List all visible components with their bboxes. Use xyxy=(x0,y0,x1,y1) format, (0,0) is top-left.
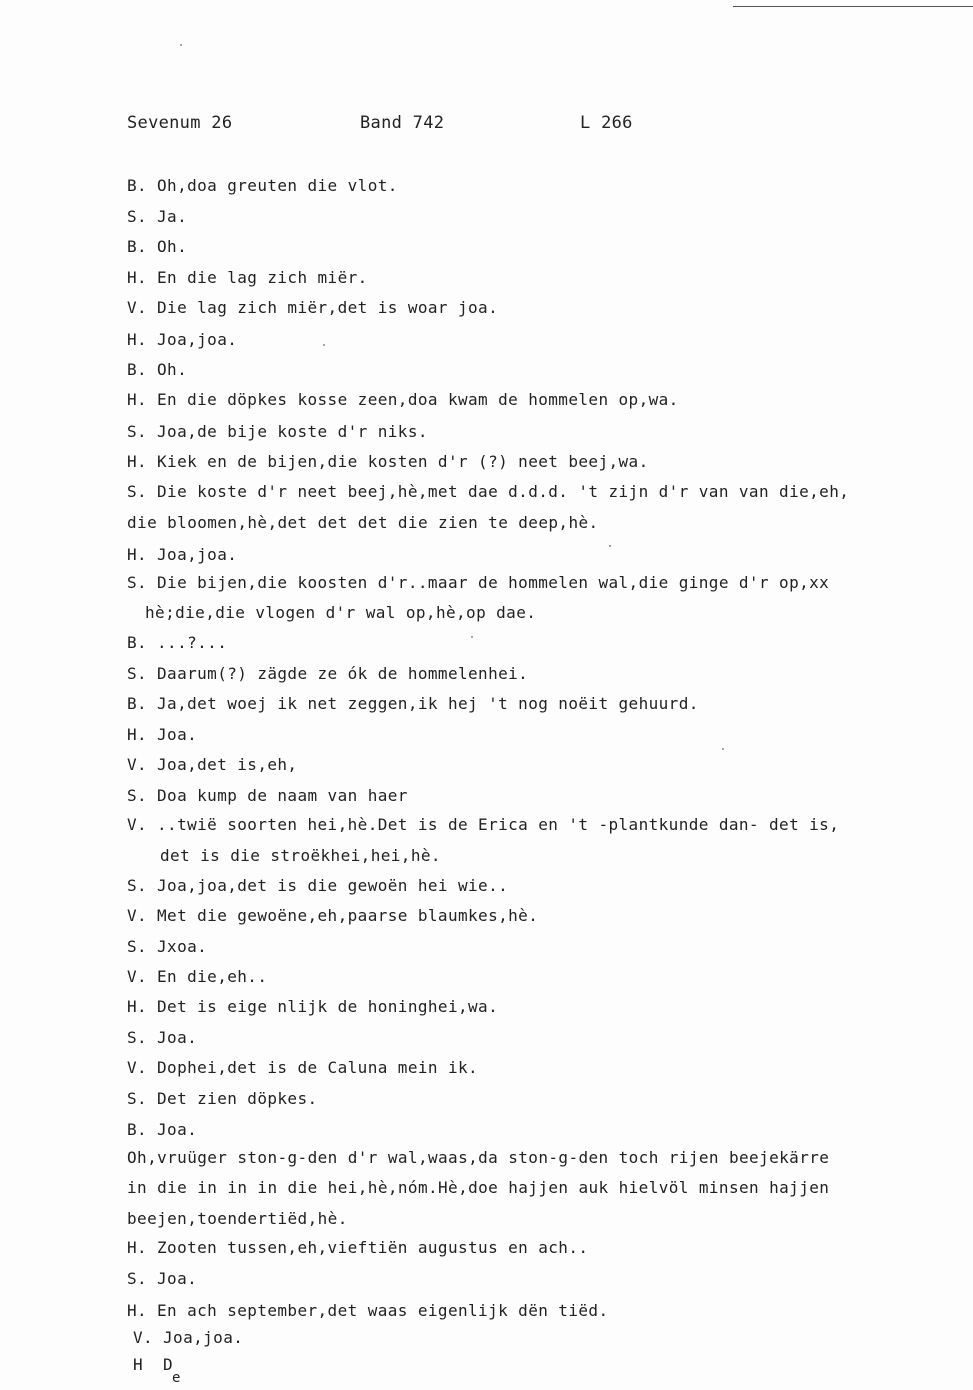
transcript-line xyxy=(127,755,297,775)
line-text: En ach september,det waas eigenlijk dën tiëd. xyxy=(157,1301,609,1320)
scan-speck xyxy=(722,748,724,750)
speaker-label: S. xyxy=(127,422,148,441)
transcript-line xyxy=(127,390,679,410)
line-text: in die in in in die hei,hè,nóm.Hè,doe hajjen auk hielvöl minsen hajjen xyxy=(127,1178,830,1197)
line-text: ..twië soorten hei,hè.Det is de Erica en 't -plantkunde dan- det is, xyxy=(157,815,840,834)
line-text: Joa. xyxy=(157,1120,198,1139)
line-text: Joa. xyxy=(157,725,198,744)
line-text: Zooten tussen,eh,vieftiën augustus en ach.. xyxy=(157,1238,589,1257)
line-text: Joa,joa,det is die gewoën hei wie.. xyxy=(157,876,509,895)
transcript-line xyxy=(127,452,649,472)
transcript-line xyxy=(127,545,237,565)
transcript-line xyxy=(133,1355,173,1375)
speaker-label: S. xyxy=(127,1269,148,1288)
speaker-label: V. xyxy=(127,906,148,925)
line-text: Oh. xyxy=(157,360,188,379)
speaker-label: S. xyxy=(127,876,148,895)
line-text: ...?... xyxy=(157,633,228,652)
speaker-label: V. xyxy=(127,755,148,774)
transcript-line xyxy=(127,237,187,257)
speaker-label: S. xyxy=(127,573,148,592)
speaker-label: H. xyxy=(127,545,148,564)
line-text: En die lag zich miër. xyxy=(157,268,368,287)
transcript-line xyxy=(127,997,498,1017)
scan-speck xyxy=(323,344,325,346)
header-band: Band 742 xyxy=(360,113,445,133)
line-text: Met die gewoëne,eh,paarse blaumkes,hè. xyxy=(157,906,539,925)
speaker-label: H. xyxy=(127,330,148,349)
line-text: Joa,joa. xyxy=(157,330,238,349)
transcript-line xyxy=(127,482,849,502)
line-text: Joa,det is,eh, xyxy=(157,755,298,774)
speaker-label: B. xyxy=(127,1120,148,1139)
line-text: die bloomen,hè,det det det die zien te deep,hè. xyxy=(127,513,599,532)
scan-speck xyxy=(471,636,473,638)
speaker-label: H. xyxy=(127,268,148,287)
line-text: Die lag zich miër,det is woar joa. xyxy=(157,298,499,317)
line-text: Oh,doa greuten die vlot. xyxy=(157,176,398,195)
transcript-line xyxy=(127,573,829,593)
speaker-label: V. xyxy=(127,298,148,317)
speaker-label: H. xyxy=(127,1301,148,1320)
line-text: En die döpkes kosse zeen,doa kwam de hommelen op,wa. xyxy=(157,390,679,409)
scan-speck xyxy=(180,44,182,46)
line-text: Doa kump de naam van haer xyxy=(157,786,408,805)
transcript-line xyxy=(127,815,839,835)
speaker-label: V. xyxy=(127,1058,148,1077)
transcript-line xyxy=(145,603,536,623)
speaker-label: B. xyxy=(127,694,148,713)
speaker-label: H. xyxy=(127,452,148,471)
transcript-line xyxy=(127,633,227,653)
transcript-line xyxy=(127,298,498,318)
transcript-line xyxy=(127,786,408,806)
line-text: Joa. xyxy=(157,1269,198,1288)
header-label: L 266 xyxy=(580,113,633,133)
transcript-line xyxy=(127,513,599,533)
transcript-line xyxy=(127,906,538,926)
speaker-label: B. xyxy=(127,360,148,379)
speaker-label: S. xyxy=(127,786,148,805)
line-text: Ja. xyxy=(157,207,188,226)
page-header xyxy=(127,113,727,139)
line-text: Die bijen,die koosten d'r..maar de hommelen wal,die ginge d'r op,xx xyxy=(157,573,830,592)
line-text: Det is eige nlijk de honinghei,wa. xyxy=(157,997,499,1016)
speaker-label: V. xyxy=(127,967,148,986)
transcript-line xyxy=(127,1209,348,1229)
transcript-line xyxy=(127,876,508,896)
header-place: Sevenum 26 xyxy=(127,113,233,133)
line-text: beejen,toendertiëd,hè. xyxy=(127,1209,348,1228)
transcript-line xyxy=(127,937,207,957)
transcript-line xyxy=(127,1089,318,1109)
transcript-line xyxy=(127,1148,829,1168)
transcript-line xyxy=(127,664,528,684)
line-text: En die,eh.. xyxy=(157,967,268,986)
line-text: Jxoa. xyxy=(157,937,208,956)
speaker-label: V. xyxy=(127,815,148,834)
transcript-line xyxy=(127,1028,197,1048)
speaker-label: S. xyxy=(127,482,148,501)
transcript-line xyxy=(127,1178,829,1198)
transcript-line xyxy=(127,1269,197,1289)
transcript-line xyxy=(127,1301,608,1321)
line-text: Daarum(?) zägde ze ók de hommelenhei. xyxy=(157,664,529,683)
speaker-label: B. xyxy=(127,237,148,256)
line-text: Kiek en de bijen,die kosten d'r (?) neet beej,wa. xyxy=(157,452,649,471)
transcript-line xyxy=(127,967,267,987)
speaker-label: S. xyxy=(127,1089,148,1108)
top-edge-rule xyxy=(733,6,973,7)
speaker-label: V. xyxy=(133,1328,154,1347)
transcript-line xyxy=(127,207,187,227)
line-text: det is die stroëkhei,hei,hè. xyxy=(160,846,441,865)
scan-speck xyxy=(609,545,611,547)
transcript-line xyxy=(127,694,699,714)
transcript-line xyxy=(127,268,368,288)
transcript-line xyxy=(127,330,237,350)
line-text: Oh,vruüger ston-g-den d'r wal,waas,da ston-g-den toch rijen beejekärre xyxy=(127,1148,830,1167)
line-text: Joa,joa. xyxy=(163,1328,244,1347)
transcript-line xyxy=(133,1328,243,1348)
line-text: Joa. xyxy=(157,1028,198,1047)
trailing-mark: e xyxy=(172,1370,181,1386)
line-text: Joa,de bije koste d'r niks. xyxy=(157,422,428,441)
speaker-label: S. xyxy=(127,664,148,683)
speaker-label: B. xyxy=(127,176,148,195)
speaker-label: S. xyxy=(127,207,148,226)
transcript-line xyxy=(127,422,428,442)
speaker-label: B. xyxy=(127,633,148,652)
transcript-line xyxy=(160,846,441,866)
line-text: Dophei,det is de Caluna mein ik. xyxy=(157,1058,479,1077)
line-text: Die koste d'r neet beej,hè,met dae d.d.d. 't zijn d'r van van die,eh, xyxy=(157,482,850,501)
transcript-line xyxy=(127,1238,588,1258)
speaker-label: H xyxy=(133,1355,144,1374)
line-text: Det zien döpkes. xyxy=(157,1089,318,1108)
transcript-line xyxy=(127,360,187,380)
speaker-label: S. xyxy=(127,937,148,956)
speaker-label: H. xyxy=(127,997,148,1016)
line-text: hè;die,die vlogen d'r wal op,hè,op dae. xyxy=(145,603,537,622)
transcript-line xyxy=(127,1058,478,1078)
transcript-line xyxy=(127,725,197,745)
speaker-label: H. xyxy=(127,1238,148,1257)
speaker-label: H. xyxy=(127,390,148,409)
speaker-label: H. xyxy=(127,725,148,744)
transcript-line xyxy=(127,1120,197,1140)
transcript-line xyxy=(127,176,398,196)
line-text: Oh. xyxy=(157,237,188,256)
line-text: Ja,det woej ik net zeggen,ik hej 't nog noëit gehuurd. xyxy=(157,694,699,713)
line-text: D xyxy=(163,1355,174,1374)
speaker-label: S. xyxy=(127,1028,148,1047)
line-text: Joa,joa. xyxy=(157,545,238,564)
